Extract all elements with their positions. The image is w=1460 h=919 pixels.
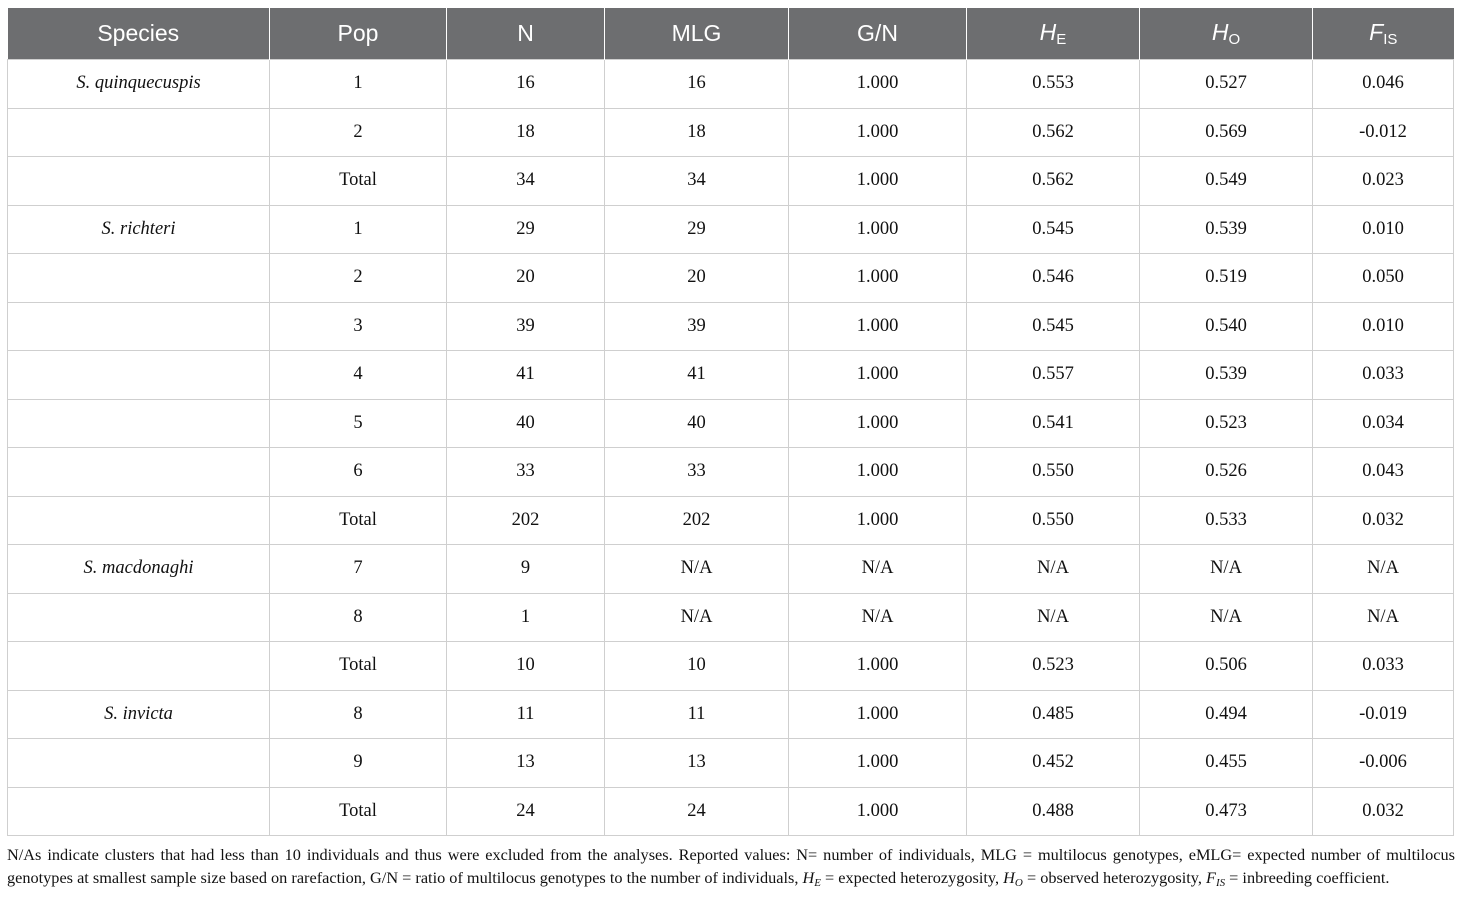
mlg-cell: 33 [605,448,789,497]
gn-cell: 1.000 [789,351,967,400]
gn-cell: 1.000 [789,157,967,206]
species-cell [8,448,270,497]
ho-cell: 0.494 [1140,690,1313,739]
pop-cell: 9 [270,739,447,788]
gn-cell: 1.000 [789,642,967,691]
he-cell: 0.550 [967,448,1140,497]
he-cell: 0.557 [967,351,1140,400]
mlg-cell: 29 [605,205,789,254]
fis-cell: 0.033 [1313,642,1454,691]
species-cell [8,593,270,642]
fis-cell: 0.032 [1313,496,1454,545]
population-genetics-table [7,8,1454,836]
header-row [8,8,1454,60]
mlg-cell: 11 [605,690,789,739]
header-gn: G/N [789,8,967,60]
he-cell: 0.553 [967,60,1140,109]
gn-cell: 1.000 [789,448,967,497]
ho-cell: 0.526 [1140,448,1313,497]
table-row [8,739,1454,788]
header-fis: $F_{IS}$ [1313,8,1454,60]
gn-cell: 1.000 [789,205,967,254]
table-row [8,496,1454,545]
header-pop: Pop [270,8,447,60]
table-row [8,254,1454,303]
species-cell [8,739,270,788]
species-cell [8,351,270,400]
gn-cell: N/A [789,545,967,594]
n-cell: 202 [447,496,605,545]
table-row [8,60,1454,109]
he-cell: 0.562 [967,157,1140,206]
pop-cell: 8 [270,593,447,642]
species-cell [8,496,270,545]
gn-cell: 1.000 [789,399,967,448]
mlg-cell: 10 [605,642,789,691]
ho-cell: 0.523 [1140,399,1313,448]
ho-cell: 0.549 [1140,157,1313,206]
species-cell: S. richteri [8,205,270,254]
ho-cell: N/A [1140,593,1313,642]
ho-cell: 0.540 [1140,302,1313,351]
species-cell [8,254,270,303]
pop-cell: Total [270,157,447,206]
gn-cell: 1.000 [789,60,967,109]
pop-cell: 7 [270,545,447,594]
n-cell: 10 [447,642,605,691]
table-row [8,690,1454,739]
header-ho: $H_O$ [1140,8,1313,60]
pop-cell: Total [270,642,447,691]
n-cell: 13 [447,739,605,788]
pop-cell: 4 [270,351,447,400]
pop-cell: Total [270,787,447,836]
mlg-cell: 13 [605,739,789,788]
n-cell: 11 [447,690,605,739]
header-n: N [447,8,605,60]
pop-cell: 8 [270,690,447,739]
ho-cell: 0.506 [1140,642,1313,691]
species-cell [8,108,270,157]
mlg-cell: 34 [605,157,789,206]
table-row [8,642,1454,691]
table-row [8,545,1454,594]
gn-cell: 1.000 [789,254,967,303]
fis-cell: -0.006 [1313,739,1454,788]
gn-cell: 1.000 [789,496,967,545]
ho-cell: 0.539 [1140,351,1313,400]
species-cell [8,302,270,351]
species-cell: S. invicta [8,690,270,739]
mlg-cell: 40 [605,399,789,448]
header-mlg: MLG [605,8,789,60]
pop-cell: Total [270,496,447,545]
species-cell [8,157,270,206]
n-cell: 16 [447,60,605,109]
mlg-cell: 18 [605,108,789,157]
ho-cell: 0.473 [1140,787,1313,836]
pop-cell: 2 [270,108,447,157]
he-cell: 0.550 [967,496,1140,545]
gn-cell: 1.000 [789,302,967,351]
mlg-cell: N/A [605,545,789,594]
pop-cell: 6 [270,448,447,497]
table-row [8,448,1454,497]
mlg-cell: 20 [605,254,789,303]
ho-cell: 0.527 [1140,60,1313,109]
he-cell: 0.541 [967,399,1140,448]
he-cell: 0.488 [967,787,1140,836]
pop-cell: 3 [270,302,447,351]
n-cell: 34 [447,157,605,206]
fis-cell: 0.010 [1313,302,1454,351]
gn-cell: 1.000 [789,108,967,157]
mlg-cell: N/A [605,593,789,642]
he-cell: N/A [967,593,1140,642]
n-cell: 20 [447,254,605,303]
fis-cell: 0.010 [1313,205,1454,254]
gn-cell: 1.000 [789,739,967,788]
fis-cell: N/A [1313,593,1454,642]
n-cell: 1 [447,593,605,642]
he-cell: 0.523 [967,642,1140,691]
ho-cell: 0.569 [1140,108,1313,157]
n-cell: 41 [447,351,605,400]
n-cell: 39 [447,302,605,351]
table-row [8,108,1454,157]
ho-cell: 0.533 [1140,496,1313,545]
n-cell: 33 [447,448,605,497]
he-cell: 0.452 [967,739,1140,788]
mlg-cell: 16 [605,60,789,109]
mlg-cell: 24 [605,787,789,836]
table-body [8,60,1454,836]
n-cell: 29 [447,205,605,254]
species-cell: S. quinquecuspis [8,60,270,109]
ho-cell: N/A [1140,545,1313,594]
header-he: $H_E$ [967,8,1140,60]
table-row [8,399,1454,448]
he-cell: 0.485 [967,690,1140,739]
header-species: Species [8,8,270,60]
n-cell: 18 [447,108,605,157]
species-cell: S. macdonaghi [8,545,270,594]
gn-cell: 1.000 [789,690,967,739]
fis-cell: 0.023 [1313,157,1454,206]
mlg-cell: 39 [605,302,789,351]
fis-cell: 0.033 [1313,351,1454,400]
table-row [8,205,1454,254]
he-cell: 0.562 [967,108,1140,157]
n-cell: 40 [447,399,605,448]
fis-cell: 0.050 [1313,254,1454,303]
gn-cell: 1.000 [789,787,967,836]
fis-cell: -0.012 [1313,108,1454,157]
table-row [8,302,1454,351]
mlg-cell: 202 [605,496,789,545]
n-cell: 24 [447,787,605,836]
species-cell [8,787,270,836]
ho-cell: 0.455 [1140,739,1313,788]
ho-cell: 0.539 [1140,205,1313,254]
table-footnote: N/As indicate clusters that had less than 10 individuals and thus were excluded from the analyses. Reported values: N= number of individuals, MLG = multilocus genotypes, eMLG= expected number of multilocus genotypes at smallest sample size based on rarefaction, G/N = ratio of multilocus genotypes to the number of individuals, $H_E$ = expected heterozygosity, $H_O$ = observed heterozygosity, $F_{IS}$ = inbreeding coefficient. [7,845,1455,889]
species-cell [8,399,270,448]
table-row [8,351,1454,400]
ho-cell: 0.519 [1140,254,1313,303]
fis-cell: 0.032 [1313,787,1454,836]
table-row [8,593,1454,642]
gn-cell: N/A [789,593,967,642]
mlg-cell: 41 [605,351,789,400]
fis-cell: 0.034 [1313,399,1454,448]
pop-cell: 2 [270,254,447,303]
table-row [8,787,1454,836]
table-container [7,8,1453,836]
fis-cell: 0.046 [1313,60,1454,109]
he-cell: 0.545 [967,205,1140,254]
fis-cell: N/A [1313,545,1454,594]
fis-cell: -0.019 [1313,690,1454,739]
pop-cell: 5 [270,399,447,448]
he-cell: N/A [967,545,1140,594]
pop-cell: 1 [270,60,447,109]
n-cell: 9 [447,545,605,594]
pop-cell: 1 [270,205,447,254]
he-cell: 0.545 [967,302,1140,351]
fis-cell: 0.043 [1313,448,1454,497]
species-cell [8,642,270,691]
he-cell: 0.546 [967,254,1140,303]
table-row [8,157,1454,206]
